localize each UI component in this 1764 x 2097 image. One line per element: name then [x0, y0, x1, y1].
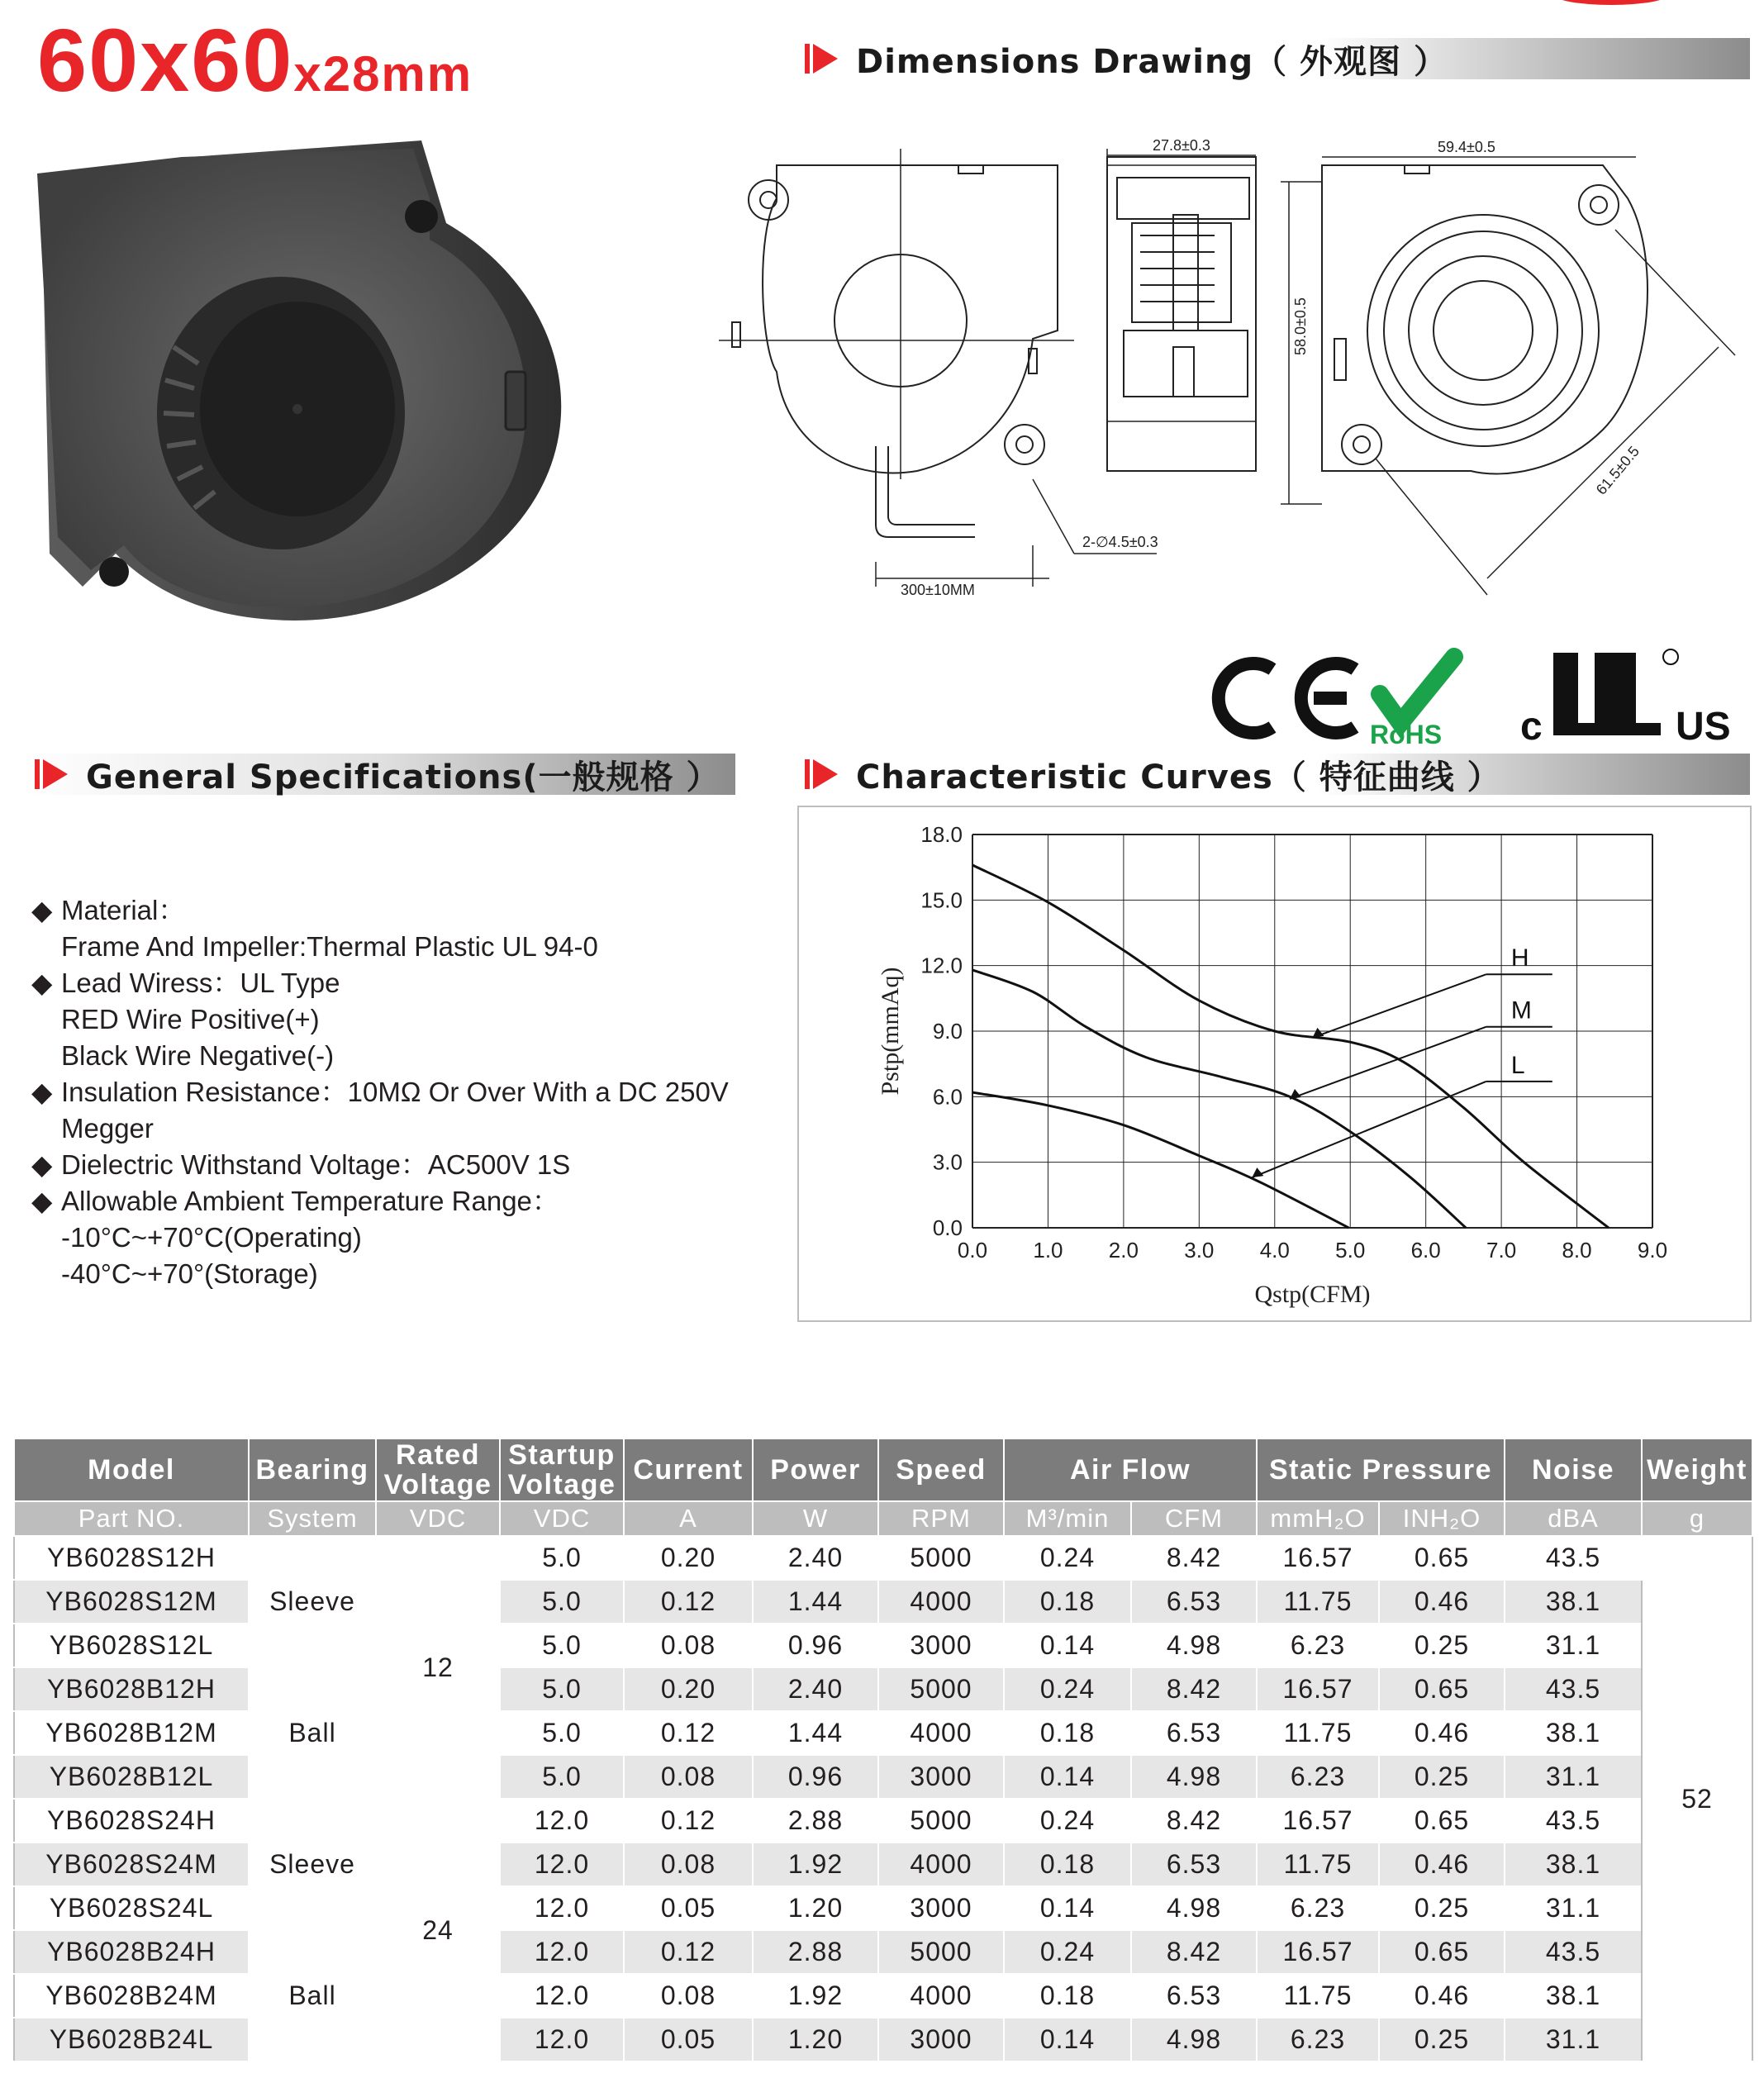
noise-cell: 43.5 — [1505, 1930, 1642, 1974]
diamond-bullet-icon: ◆ — [31, 1077, 53, 1107]
airflow-m3-cell: 0.18 — [1004, 1711, 1131, 1755]
y-tick-label: 9.0 — [932, 1019, 963, 1044]
title-main: 60x60 — [37, 10, 294, 110]
pressure-mmh2o-cell: 11.75 — [1257, 1843, 1379, 1886]
x-tick-label: 5.0 — [1335, 1238, 1366, 1262]
airflow-m3-cell: 0.14 — [1004, 2018, 1131, 2061]
pressure-mmh2o-cell: 16.57 — [1257, 1799, 1379, 1843]
startup-voltage-cell: 5.0 — [500, 1711, 624, 1755]
section-arrow-icon — [31, 754, 71, 794]
noise-cell: 31.1 — [1505, 1624, 1642, 1667]
spec-subitem-text: -10°C~+70°C(Operating) — [61, 1222, 362, 1253]
pressure-mmh2o-cell: 16.57 — [1257, 1667, 1379, 1711]
airflow-m3-cell: 0.24 — [1004, 1536, 1131, 1580]
airflow-cfm-cell: 8.42 — [1131, 1667, 1257, 1711]
noise-cell: 43.5 — [1505, 1799, 1642, 1843]
section-header-general — [23, 754, 735, 795]
airflow-m3-cell: 0.14 — [1004, 1624, 1131, 1667]
diamond-bullet-icon: ◆ — [31, 1186, 53, 1216]
startup-voltage-cell: 12.0 — [500, 1974, 624, 2018]
current-cell: 0.05 — [624, 1886, 753, 1930]
unit-header: dBA — [1505, 1501, 1642, 1536]
section-title: Dimensions Drawing（ 外观图 ） — [856, 42, 1448, 81]
bearing-cell: Sleeve — [249, 1536, 376, 1667]
pressure-inh2o-cell: 0.65 — [1379, 1799, 1505, 1843]
callout-arrow-icon — [1290, 1089, 1301, 1099]
spec-item-text: Allowable Ambient Temperature Range： — [61, 1186, 559, 1216]
header-model: Model — [14, 1438, 249, 1501]
unit-header: mmH₂O — [1257, 1501, 1379, 1536]
speed-cell: 5000 — [878, 1667, 1004, 1711]
rohs-check-icon — [1380, 657, 1454, 723]
power-cell: 2.88 — [753, 1799, 878, 1843]
bearing-cell: Ball — [249, 1930, 376, 2061]
height-label: 58.0±0.5 — [1292, 297, 1309, 355]
series-label: H — [1510, 944, 1529, 972]
airflow-cfm-cell: 4.98 — [1131, 1886, 1257, 1930]
top-view-diagram — [1281, 157, 1735, 595]
current-cell: 0.08 — [624, 1755, 753, 1799]
pressure-mmh2o-cell: 6.23 — [1257, 2018, 1379, 2061]
noise-cell: 38.1 — [1505, 1580, 1642, 1624]
ul-us-text: US — [1676, 705, 1731, 749]
current-cell: 0.08 — [624, 1624, 753, 1667]
spec-subitem-text: RED Wire Positive(+) — [61, 1004, 320, 1034]
x-tick-label: 0.0 — [957, 1238, 988, 1262]
speed-cell: 5000 — [878, 1930, 1004, 1974]
model-cell: YB6028B24L — [14, 2018, 249, 2061]
power-cell: 2.40 — [753, 1667, 878, 1711]
current-cell: 0.12 — [624, 1799, 753, 1843]
series-label: L — [1510, 1051, 1525, 1079]
section-arrow-icon — [801, 39, 841, 78]
speed-cell: 4000 — [878, 1843, 1004, 1886]
header-rated-voltage: Rated Voltage — [376, 1438, 500, 1501]
title-suffix: x28mm — [293, 46, 473, 102]
table-row — [14, 1799, 1752, 1843]
section-arrow-icon — [801, 754, 841, 794]
speed-cell: 3000 — [878, 2018, 1004, 2061]
model-cell: YB6028B24M — [14, 1974, 249, 2018]
width-label: 59.4±0.5 — [1438, 139, 1495, 155]
ul-u-icon — [1553, 653, 1619, 735]
airflow-cfm-cell: 6.53 — [1131, 1580, 1257, 1624]
airflow-m3-cell: 0.24 — [1004, 1667, 1131, 1711]
y-tick-label: 12.0 — [920, 953, 963, 978]
fan-product-photo — [33, 124, 595, 653]
unit-header: CFM — [1131, 1501, 1257, 1536]
x-tick-label: 1.0 — [1033, 1238, 1063, 1262]
power-cell: 1.44 — [753, 1711, 878, 1755]
spec-item — [31, 1183, 808, 1220]
series-label: M — [1510, 996, 1532, 1025]
diamond-bullet-icon: ◆ — [31, 968, 53, 998]
spec-subitem-text: Black Wire Negative(-) — [61, 1040, 335, 1071]
pressure-inh2o-cell: 0.46 — [1379, 1580, 1505, 1624]
x-tick-label: 8.0 — [1562, 1238, 1592, 1262]
airflow-m3-cell: 0.14 — [1004, 1755, 1131, 1799]
airflow-cfm-cell: 4.98 — [1131, 1755, 1257, 1799]
brand-swoosh — [1553, 0, 1669, 5]
pressure-mmh2o-cell: 6.23 — [1257, 1886, 1379, 1930]
power-cell: 0.96 — [753, 1755, 878, 1799]
callout-arrow-icon — [1252, 1167, 1263, 1177]
rated-voltage-cell: 24 — [376, 1799, 500, 2061]
rohs-text: RoHS — [1370, 720, 1443, 749]
airflow-cfm-cell: 6.53 — [1131, 1843, 1257, 1886]
depth-label: 27.8±0.3 — [1153, 137, 1210, 154]
noise-cell: 38.1 — [1505, 1843, 1642, 1886]
spec-item-text: Lead Wiress：UL Type — [61, 968, 340, 998]
callout-leader-line — [1313, 974, 1486, 1038]
airflow-m3-cell: 0.18 — [1004, 1580, 1131, 1624]
series-line-l — [972, 1092, 1348, 1228]
airflow-m3-cell: 0.24 — [1004, 1930, 1131, 1974]
header-speed: Speed — [878, 1438, 1004, 1501]
pressure-mmh2o-cell: 16.57 — [1257, 1536, 1379, 1580]
ul-listing-logo — [1520, 649, 1731, 749]
unit-header: System — [249, 1501, 376, 1536]
rohs-logo — [1370, 657, 1454, 749]
speed-cell: 3000 — [878, 1886, 1004, 1930]
wire-length-label: 300±10MM — [901, 582, 975, 598]
model-cell: YB6028S12M — [14, 1580, 249, 1624]
diamond-bullet-icon: ◆ — [31, 1149, 53, 1180]
current-cell: 0.12 — [624, 1930, 753, 1974]
power-cell: 1.20 — [753, 1886, 878, 1930]
power-cell: 0.96 — [753, 1624, 878, 1667]
pressure-inh2o-cell: 0.46 — [1379, 1843, 1505, 1886]
current-cell: 0.08 — [624, 1974, 753, 2018]
speed-cell: 4000 — [878, 1580, 1004, 1624]
section-header-dimensions — [793, 38, 1750, 79]
power-cell: 2.88 — [753, 1930, 878, 1974]
unit-header: g — [1642, 1501, 1752, 1536]
airflow-cfm-cell: 6.53 — [1131, 1974, 1257, 2018]
x-tick-label: 7.0 — [1486, 1238, 1517, 1262]
pressure-inh2o-cell: 0.65 — [1379, 1667, 1505, 1711]
spec-item — [31, 892, 808, 929]
unit-header: VDC — [376, 1501, 500, 1536]
specification-table — [13, 1438, 1753, 2062]
speed-cell: 4000 — [878, 1711, 1004, 1755]
startup-voltage-cell: 12.0 — [500, 1930, 624, 1974]
spec-item-text: Dielectric Withstand Voltage：AC500V 1S — [61, 1149, 571, 1180]
weight-cell: 52 — [1642, 1536, 1752, 2061]
x-tick-label: 6.0 — [1410, 1238, 1441, 1262]
unit-header: A — [624, 1501, 753, 1536]
airflow-cfm-cell: 4.98 — [1131, 2018, 1257, 2061]
airflow-cfm-cell: 8.42 — [1131, 1799, 1257, 1843]
airflow-cfm-cell: 6.53 — [1131, 1711, 1257, 1755]
power-cell: 1.20 — [753, 2018, 878, 2061]
spec-subitem-text: Megger — [61, 1113, 154, 1144]
pressure-inh2o-cell: 0.25 — [1379, 2018, 1505, 2061]
unit-header: RPM — [878, 1501, 1004, 1536]
pressure-mmh2o-cell: 11.75 — [1257, 1974, 1379, 2018]
x-tick-label: 2.0 — [1108, 1238, 1139, 1262]
airflow-cfm-cell: 4.98 — [1131, 1624, 1257, 1667]
front-view-diagram — [719, 149, 1157, 587]
power-cell: 2.40 — [753, 1536, 878, 1580]
bearing-cell: Ball — [249, 1667, 376, 1799]
airflow-m3-cell: 0.18 — [1004, 1974, 1131, 2018]
power-cell: 1.92 — [753, 1843, 878, 1886]
unit-header: Part NO. — [14, 1501, 249, 1536]
header-current: Current — [624, 1438, 753, 1501]
pressure-inh2o-cell: 0.25 — [1379, 1755, 1505, 1799]
startup-voltage-cell: 12.0 — [500, 1886, 624, 1930]
model-cell: YB6028S12H — [14, 1536, 249, 1580]
ce-mark-icon — [1219, 663, 1355, 733]
dimensions-drawing — [711, 132, 1752, 628]
header-power: Power — [753, 1438, 878, 1501]
diagonal-label: 61.5±0.5 — [1592, 443, 1643, 498]
spec-item — [31, 1147, 808, 1183]
series-line-h — [972, 865, 1609, 1228]
characteristic-curves-chart — [797, 806, 1752, 1322]
airflow-cfm-cell: 8.42 — [1131, 1930, 1257, 1974]
header-static-pressure: Static Pressure — [1257, 1438, 1505, 1501]
table-units-row — [14, 1501, 1752, 1536]
pressure-mmh2o-cell: 6.23 — [1257, 1755, 1379, 1799]
certification-logos — [1182, 636, 1760, 752]
airflow-m3-cell: 0.24 — [1004, 1799, 1131, 1843]
noise-cell: 43.5 — [1505, 1536, 1642, 1580]
spec-subitem-text: -40°C~+70°(Storage) — [61, 1258, 318, 1289]
pressure-mmh2o-cell: 11.75 — [1257, 1580, 1379, 1624]
ul-l-icon — [1611, 653, 1661, 735]
product-title — [37, 8, 473, 112]
pressure-mmh2o-cell: 6.23 — [1257, 1624, 1379, 1667]
noise-cell: 38.1 — [1505, 1711, 1642, 1755]
header-noise: Noise — [1505, 1438, 1642, 1501]
header-air-flow: Air Flow — [1004, 1438, 1257, 1501]
table-row — [14, 1536, 1752, 1580]
x-tick-label: 9.0 — [1637, 1238, 1668, 1262]
chart-svg — [799, 807, 1753, 1324]
spec-item — [31, 1074, 808, 1110]
ul-c-text: c — [1520, 705, 1543, 749]
speed-cell: 3000 — [878, 1624, 1004, 1667]
speed-cell: 3000 — [878, 1755, 1004, 1799]
current-cell: 0.20 — [624, 1536, 753, 1580]
spec-subitem-text: Frame And Impeller:Thermal Plastic UL 94-0 — [61, 931, 598, 962]
model-cell: YB6028S12L — [14, 1624, 249, 1667]
y-tick-label: 18.0 — [920, 822, 963, 847]
header-weight: Weight — [1642, 1438, 1752, 1501]
model-cell: YB6028B12L — [14, 1755, 249, 1799]
side-view-diagram — [1107, 149, 1256, 471]
pressure-inh2o-cell: 0.65 — [1379, 1536, 1505, 1580]
table-row — [14, 1667, 1752, 1711]
unit-header: M³/min — [1004, 1501, 1131, 1536]
y-tick-label: 15.0 — [920, 887, 963, 913]
pressure-inh2o-cell: 0.25 — [1379, 1624, 1505, 1667]
current-cell: 0.20 — [624, 1667, 753, 1711]
y-tick-label: 0.0 — [932, 1215, 963, 1240]
startup-voltage-cell: 5.0 — [500, 1624, 624, 1667]
registered-icon — [1663, 649, 1678, 664]
startup-voltage-cell: 12.0 — [500, 2018, 624, 2061]
current-cell: 0.12 — [624, 1711, 753, 1755]
startup-voltage-cell: 5.0 — [500, 1536, 624, 1580]
spec-item — [31, 965, 808, 1001]
startup-voltage-cell: 5.0 — [500, 1580, 624, 1624]
callout-arrow-icon — [1313, 1028, 1324, 1038]
spec-item-text: Insulation Resistance：10MΩ Or Over With a DC 250V — [61, 1077, 729, 1107]
current-cell: 0.12 — [624, 1580, 753, 1624]
model-cell: YB6028S24M — [14, 1843, 249, 1886]
speed-cell: 5000 — [878, 1536, 1004, 1580]
startup-voltage-cell: 5.0 — [500, 1755, 624, 1799]
model-cell: YB6028B12H — [14, 1667, 249, 1711]
pressure-inh2o-cell: 0.46 — [1379, 1711, 1505, 1755]
rated-voltage-cell: 12 — [376, 1536, 500, 1799]
startup-voltage-cell: 12.0 — [500, 1843, 624, 1886]
table-header-row — [14, 1438, 1752, 1501]
x-axis-label: Qstp(CFM) — [1254, 1281, 1371, 1308]
noise-cell: 43.5 — [1505, 1667, 1642, 1711]
speed-cell: 5000 — [878, 1799, 1004, 1843]
hole-size-label: 2-∅4.5±0.3 — [1082, 534, 1158, 550]
x-tick-label: 3.0 — [1184, 1238, 1215, 1262]
speed-cell: 4000 — [878, 1974, 1004, 2018]
x-tick-label: 4.0 — [1259, 1238, 1290, 1262]
pressure-mmh2o-cell: 11.75 — [1257, 1711, 1379, 1755]
startup-voltage-cell: 12.0 — [500, 1799, 624, 1843]
section-title: Characteristic Curves（ 特征曲线 ） — [856, 758, 1501, 796]
pressure-inh2o-cell: 0.46 — [1379, 1974, 1505, 2018]
current-cell: 0.05 — [624, 2018, 753, 2061]
airflow-m3-cell: 0.14 — [1004, 1886, 1131, 1930]
model-cell: YB6028B12M — [14, 1711, 249, 1755]
airflow-m3-cell: 0.18 — [1004, 1843, 1131, 1886]
general-specifications-list — [31, 892, 808, 1292]
pressure-mmh2o-cell: 16.57 — [1257, 1930, 1379, 1974]
spec-item-text: Material： — [61, 895, 186, 925]
diamond-bullet-icon: ◆ — [31, 895, 53, 925]
noise-cell: 38.1 — [1505, 1974, 1642, 2018]
startup-voltage-cell: 5.0 — [500, 1667, 624, 1711]
unit-header: VDC — [500, 1501, 624, 1536]
y-tick-label: 6.0 — [932, 1084, 963, 1110]
y-axis-label: Pstp(mmAq) — [877, 967, 904, 1096]
current-cell: 0.08 — [624, 1843, 753, 1886]
noise-cell: 31.1 — [1505, 1886, 1642, 1930]
pressure-inh2o-cell: 0.25 — [1379, 1886, 1505, 1930]
y-tick-label: 3.0 — [932, 1149, 963, 1175]
bearing-cell: Sleeve — [249, 1799, 376, 1930]
noise-cell: 31.1 — [1505, 1755, 1642, 1799]
model-cell: YB6028B24H — [14, 1930, 249, 1974]
power-cell: 1.44 — [753, 1580, 878, 1624]
model-cell: YB6028S24H — [14, 1799, 249, 1843]
unit-header: W — [753, 1501, 878, 1536]
power-cell: 1.92 — [753, 1974, 878, 2018]
unit-header: INH₂O — [1379, 1501, 1505, 1536]
pressure-inh2o-cell: 0.65 — [1379, 1930, 1505, 1974]
header-bearing: Bearing — [249, 1438, 376, 1501]
airflow-cfm-cell: 8.42 — [1131, 1536, 1257, 1580]
section-header-curves — [793, 754, 1750, 795]
table-row — [14, 1930, 1752, 1974]
model-cell: YB6028S24L — [14, 1886, 249, 1930]
header-startup-voltage: Startup Voltage — [500, 1438, 624, 1501]
section-title: General Specifications(一般规格 ） — [86, 758, 720, 796]
noise-cell: 31.1 — [1505, 2018, 1642, 2061]
